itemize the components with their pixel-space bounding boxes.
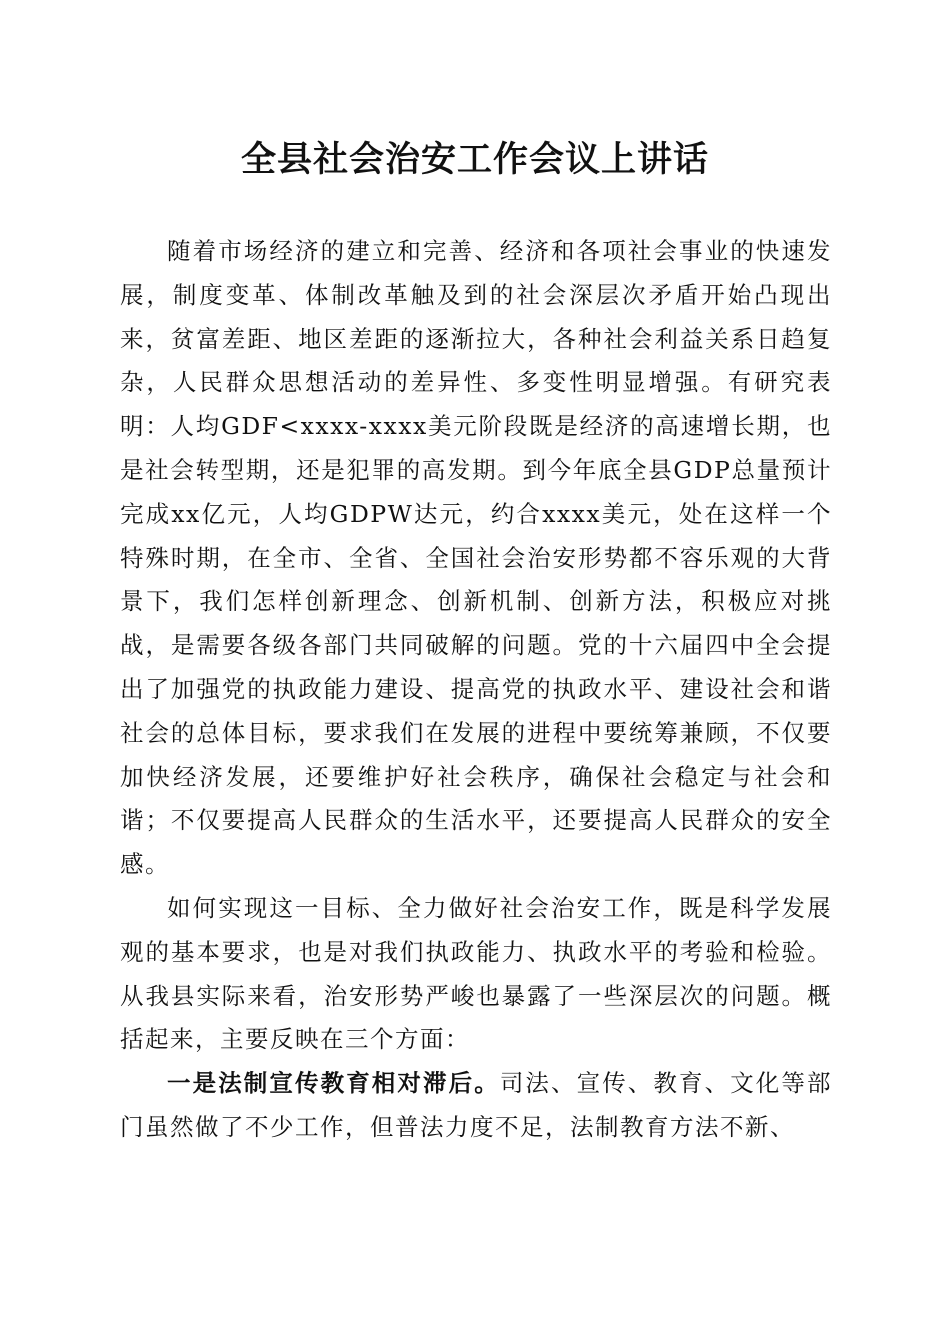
document-title: 全县社会治安工作会议上讲话 — [240, 139, 709, 180]
paragraph-point-one-lead: 一是法制宣传教育相对滞后。 — [167, 1069, 500, 1098]
paragraph-intro-text: 随着市场经济的建立和完善、经济和各项社会事业的快速发展，制度变革、体制改革触及到的社会深层次矛盾开始凸现出来，贫富差距、地区差距的逐渐拉大，各种社会利益关系日趋复杂，人民群众思想活动的差异性、多变性明显增强。有研究表明：人均GDF<xxxx-xxxx美元阶段既是经济的高速增长期，也是社会转型期，还是犯罪的高发期。到今年底全县GDP总量预计完成xx亿元，人均GDPW达元，约合xxxx美元，处在这样一个特殊时期，在全市、全省、全国社会治安形势都不容乐观的大背景下，我们怎样创新理念、创新机制、创新方法，积极应对挑战，是需要各级各部门共同破解的问题。党的十六届四中全会提出了加强党的执政能力建设、提高党的执政水平、建设社会和谐社会的总体目标，要求我们在发展的进程中要统筹兼顾，不仅要加快经济发展，还要维护好社会秩序，确保社会稳定与社会和谐；不仅要提高人民群众的生活水平，还要提高人民群众的安全感。 — [120, 237, 832, 879]
document-body — [120, 230, 832, 1150]
paragraph-point-one — [120, 1062, 832, 1150]
paragraph-goal — [120, 887, 832, 1062]
paragraph-point-one-text: 司法、宣传、教育、文化等部门虽然做了不少工作，但普法力度不足，法制教育方法不新、 — [120, 1069, 833, 1141]
paragraph-goal-text: 如何实现这一目标、全力做好社会治安工作，既是科学发展观的基本要求，也是对我们执政能力、执政水平的考验和检验。从我县实际来看，治安形势严峻也暴露了一些深层次的问题。概括起来，主要反映在三个方面： — [120, 893, 832, 1054]
paragraph-intro — [120, 230, 832, 887]
